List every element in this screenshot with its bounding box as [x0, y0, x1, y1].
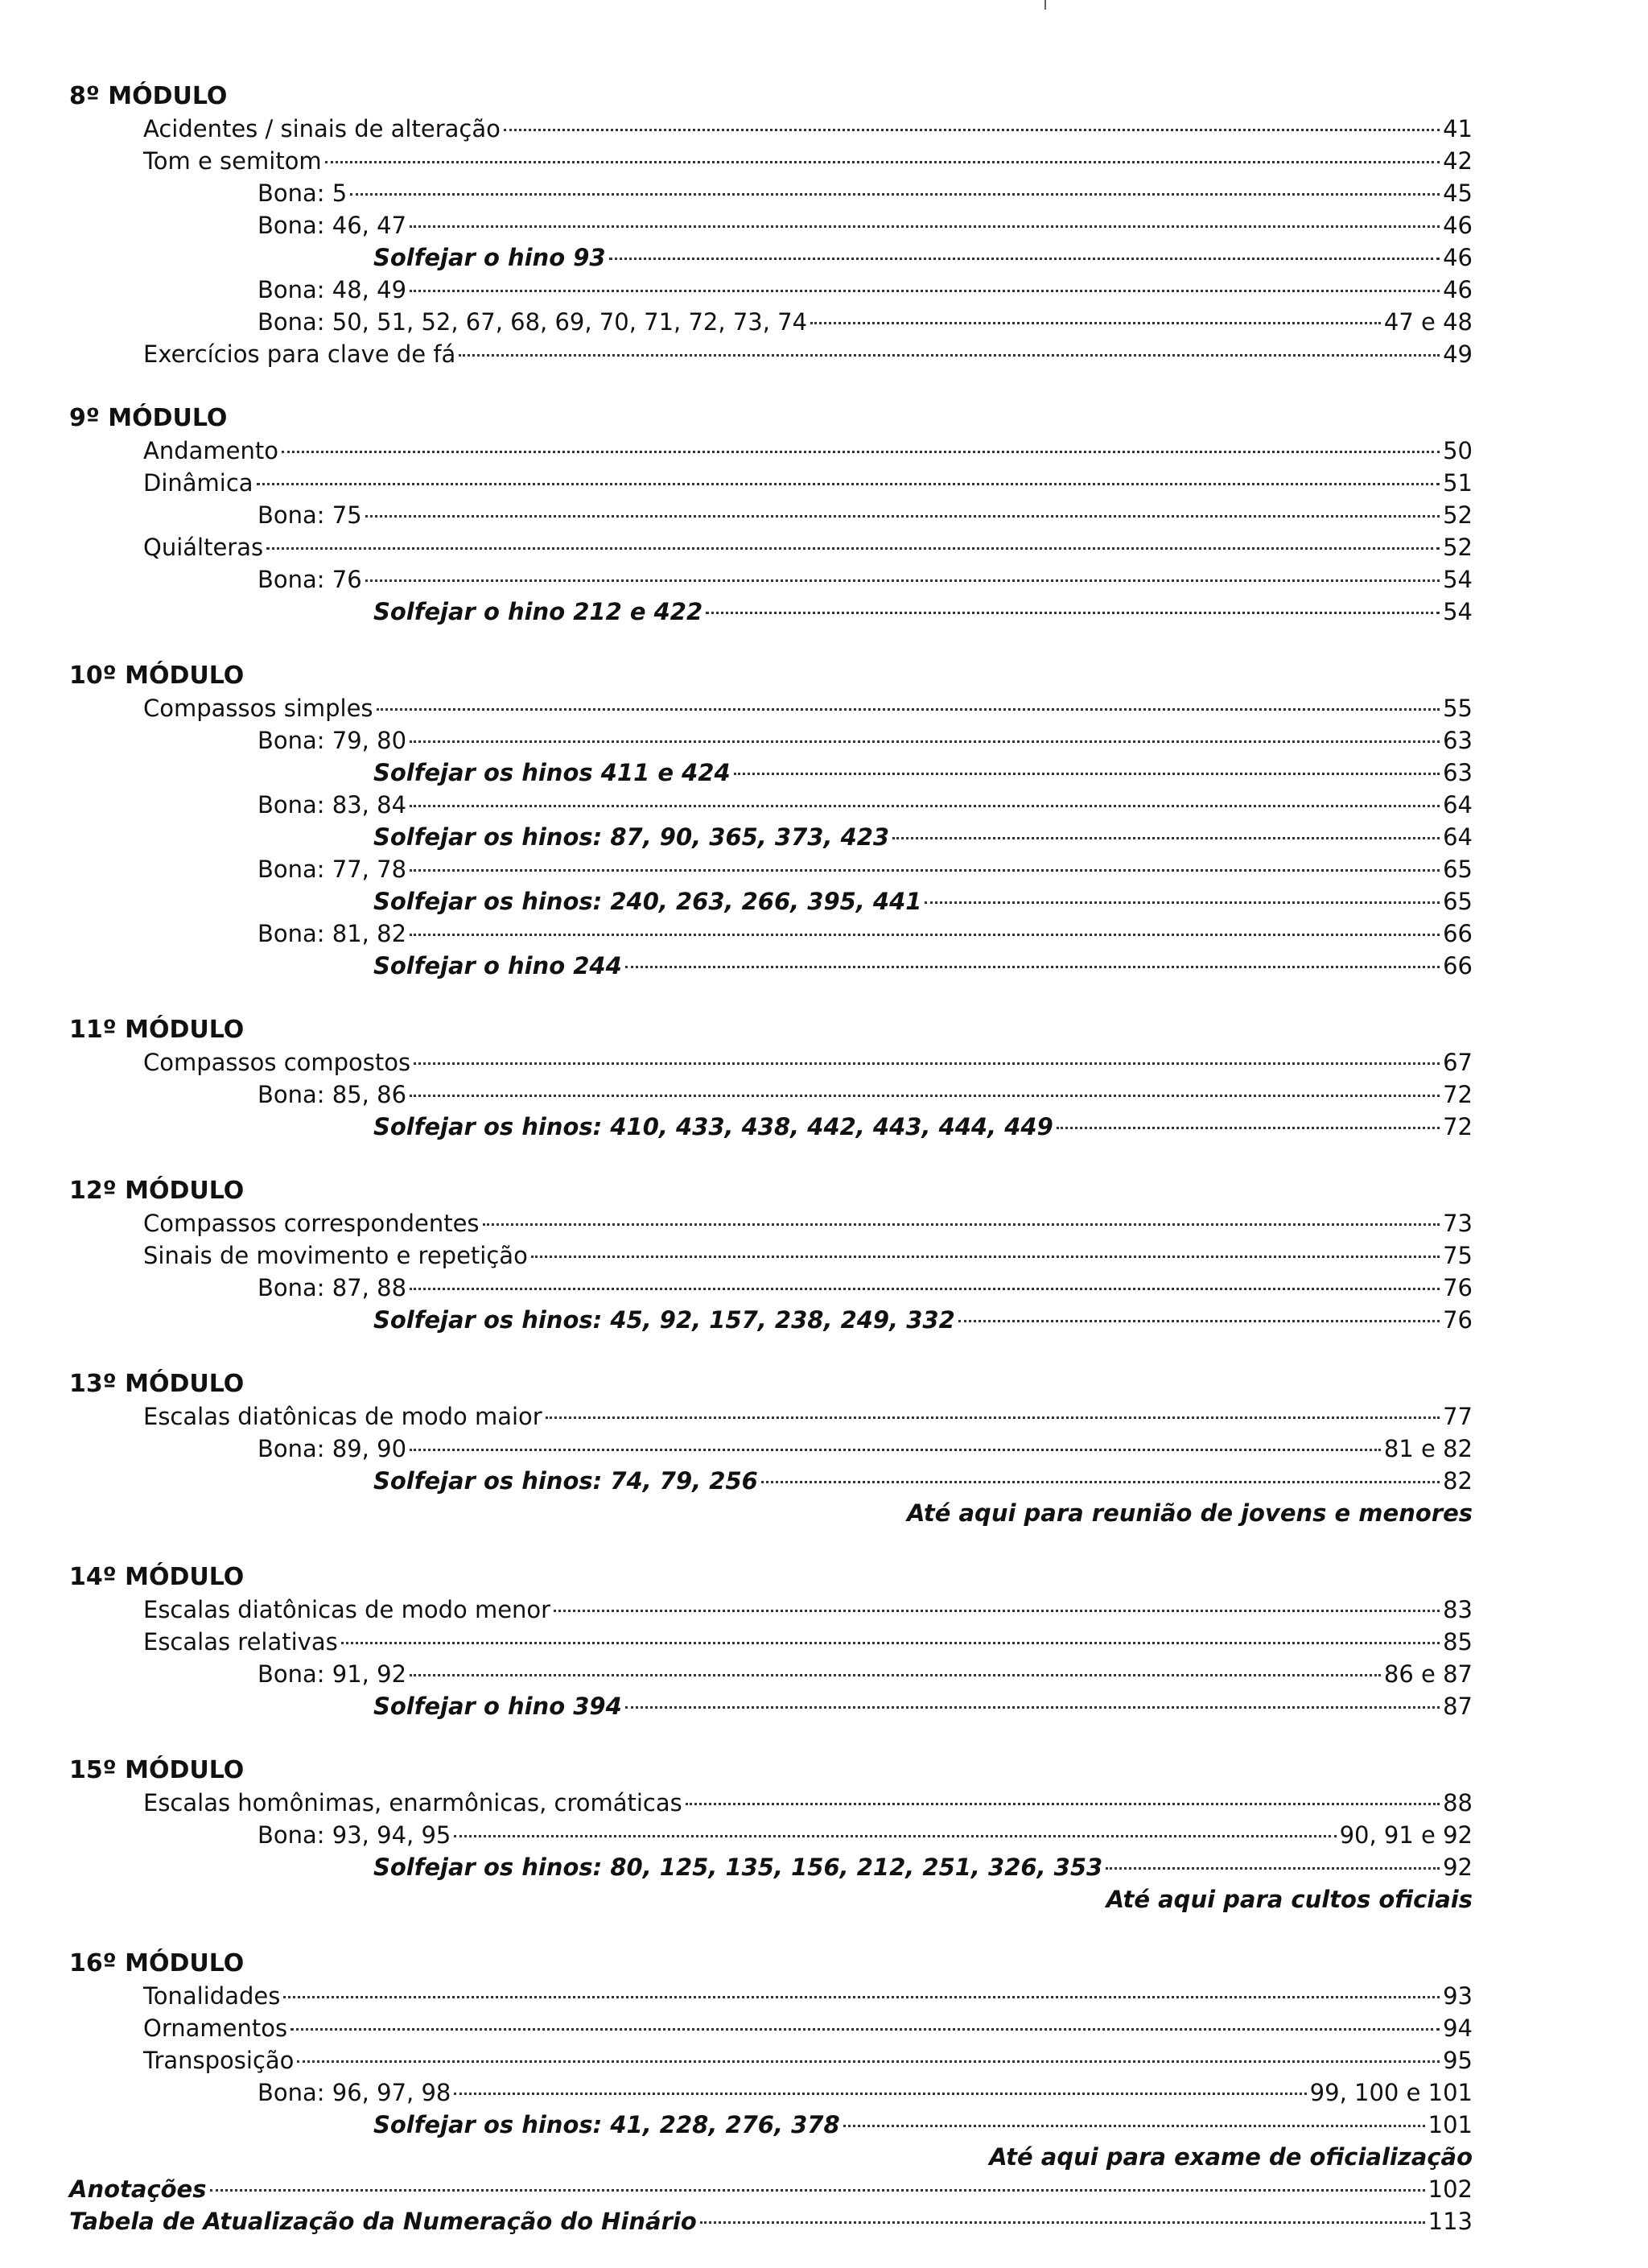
entry-label: Bona: 85, 86: [258, 1081, 407, 1108]
dot-leader: [410, 1095, 1440, 1097]
dot-leader: [365, 579, 1440, 582]
entry-label: Tonalidades: [143, 1982, 281, 2010]
entry-label: Bona: 79, 80: [258, 727, 407, 754]
entry-label: Bona: 75: [258, 501, 362, 529]
entry-label: Solfejar o hino 93: [373, 244, 606, 271]
entry-label: Bona: 81, 82: [258, 920, 407, 947]
scan-mark: [1044, 0, 1046, 10]
entry-label: Bona: 46, 47: [258, 212, 407, 239]
toc-footer-entry[interactable]: [69, 2205, 1473, 2237]
entry-label: Bona: 91, 92: [258, 1660, 407, 1688]
entry-label: Solfejar os hinos: 410, 433, 438, 442, 443, 444, 449: [373, 1113, 1053, 1140]
entry-label: Solfejar os hinos 411 e 424: [373, 759, 731, 786]
dot-leader: [365, 515, 1440, 518]
entry-label: Bona: 96, 97, 98: [258, 2079, 451, 2106]
entry-label: Escalas diatônicas de modo menor: [143, 1596, 551, 1623]
entry-label: Solfejar o hino 394: [373, 1693, 622, 1720]
dot-leader: [266, 547, 1440, 550]
toc-entry[interactable]: [69, 467, 1473, 499]
entry-label: Solfejar o hino 212 e 422: [373, 598, 703, 625]
toc-entry[interactable]: [69, 177, 1473, 209]
dot-leader: [1057, 1127, 1440, 1129]
dot-leader: [290, 2028, 1440, 2031]
entry-label: Bona: 5: [258, 179, 348, 207]
dot-leader: [210, 2189, 1425, 2192]
toc-entry[interactable]: [69, 821, 1473, 853]
entry-label: Bona: 83, 84: [258, 791, 407, 819]
entry-label: Bona: 89, 90: [258, 1435, 407, 1462]
dot-leader: [925, 901, 1440, 904]
toc-entry[interactable]: [69, 1465, 1473, 1497]
entry-label: Solfejar os hinos: 87, 90, 365, 373, 423: [373, 823, 890, 851]
toc-entry[interactable]: [69, 918, 1473, 950]
entry-page: 86 e 87: [1383, 1660, 1473, 1688]
dot-leader: [531, 1256, 1440, 1258]
entry-label: Escalas diatônicas de modo maior: [143, 1403, 542, 1430]
module-title: 16º MÓDULO: [69, 1949, 245, 1977]
toc-entry[interactable]: [69, 853, 1473, 885]
toc-entry[interactable]: [69, 1626, 1473, 1658]
entry-page: 82: [1443, 1467, 1473, 1495]
entry-label: Transposição: [143, 2047, 295, 2074]
toc-entry[interactable]: [69, 596, 1473, 628]
dot-leader: [843, 2125, 1425, 2127]
dot-leader: [410, 1288, 1440, 1290]
dot-leader: [325, 161, 1440, 163]
toc-entry[interactable]: [69, 2076, 1473, 2109]
entry-page: 81 e 82: [1383, 1435, 1473, 1462]
toc-entry[interactable]: [69, 1078, 1473, 1111]
toc-entry[interactable]: [69, 563, 1473, 596]
dot-leader: [734, 773, 1440, 775]
module-title: 15º MÓDULO: [69, 1756, 245, 1784]
entry-page: 54: [1443, 566, 1473, 593]
entry-page: 85: [1443, 1628, 1473, 1656]
dot-leader: [297, 2060, 1440, 2063]
dot-leader: [686, 1803, 1440, 1805]
entry-page: 50: [1443, 437, 1473, 464]
entry-page: 52: [1443, 501, 1473, 529]
toc-entry[interactable]: [69, 2012, 1473, 2044]
entry-page: 94: [1443, 2014, 1473, 2042]
dot-leader: [410, 934, 1440, 936]
toc-entry[interactable]: [69, 1400, 1473, 1433]
entry-page: 51: [1443, 469, 1473, 497]
entry-page: 92: [1443, 1854, 1473, 1881]
module-note: Até aqui para reunião de jovens e menores: [907, 1499, 1473, 1527]
dot-leader: [761, 1481, 1440, 1483]
entry-page: 67: [1443, 1049, 1473, 1076]
entry-page: 41: [1443, 115, 1473, 142]
entry-page: 83: [1443, 1596, 1473, 1623]
dot-leader: [410, 1449, 1381, 1451]
dot-leader: [625, 966, 1440, 968]
entry-label: Compassos simples: [143, 695, 373, 722]
entry-page: 64: [1443, 791, 1473, 819]
toc-entry[interactable]: [69, 1980, 1473, 2012]
toc-entry[interactable]: [69, 1111, 1473, 1143]
toc-entry[interactable]: [69, 789, 1473, 821]
dot-leader: [410, 740, 1440, 743]
entry-page: 93: [1443, 1982, 1473, 2010]
dot-leader: [377, 708, 1440, 711]
entry-page: 45: [1443, 179, 1473, 207]
entry-page: 99, 100 e 101: [1309, 2079, 1473, 2106]
dot-leader: [410, 805, 1440, 807]
dot-leader: [554, 1610, 1440, 1612]
entry-page: 95: [1443, 2047, 1473, 2074]
toc-entry[interactable]: [69, 209, 1473, 241]
toc-entry[interactable]: [69, 145, 1473, 177]
module-title: 10º MÓDULO: [69, 662, 245, 690]
toc-entry[interactable]: [69, 885, 1473, 918]
entry-label: Compassos compostos: [143, 1049, 411, 1076]
dot-leader: [454, 2093, 1306, 2095]
entry-label: Bona: 50, 51, 52, 67, 68, 69, 70, 71, 72, 73, 74: [258, 308, 808, 336]
entry-label: Bona: 48, 49: [258, 276, 407, 303]
toc-entry[interactable]: [69, 1239, 1473, 1272]
dot-leader: [454, 1835, 1336, 1837]
toc-entry[interactable]: [69, 306, 1473, 338]
entry-label: Exercícios para clave de fá: [143, 340, 456, 368]
module-note: Até aqui para cultos oficiais: [1106, 1886, 1473, 1913]
dot-leader: [810, 322, 1381, 324]
entry-page: 102: [1428, 2175, 1473, 2203]
entry-label: Anotações: [69, 2175, 207, 2203]
dot-leader: [958, 1320, 1440, 1322]
toc-entry[interactable]: [69, 1304, 1473, 1336]
entry-label: Solfejar os hinos: 80, 125, 135, 156, 212, 251, 326, 353: [373, 1854, 1103, 1881]
toc-entry[interactable]: [69, 338, 1473, 370]
dot-leader: [483, 1223, 1440, 1226]
module-title: 11º MÓDULO: [69, 1016, 245, 1044]
dot-leader: [410, 225, 1440, 228]
entry-label: Compassos correspondentes: [143, 1210, 480, 1237]
entry-label: Solfejar os hinos: 45, 92, 157, 238, 249, 332: [373, 1306, 955, 1334]
dot-leader: [410, 290, 1440, 292]
entry-page: 72: [1443, 1081, 1473, 1108]
entry-page: 66: [1443, 952, 1473, 979]
dot-leader: [410, 1674, 1381, 1676]
entry-page: 63: [1443, 727, 1473, 754]
entry-label: Bona: 76: [258, 566, 362, 593]
dot-leader: [546, 1416, 1440, 1419]
entry-label: Tom e semitom: [143, 147, 322, 175]
entry-page: 65: [1443, 888, 1473, 915]
toc-entry[interactable]: [69, 950, 1473, 982]
dot-leader: [341, 1642, 1440, 1644]
toc-entry[interactable]: [69, 692, 1473, 724]
toc-entry[interactable]: [69, 2109, 1473, 2141]
dot-leader: [459, 354, 1440, 357]
entry-page: 75: [1443, 1242, 1473, 1269]
toc-entry[interactable]: [69, 1433, 1473, 1465]
entry-page: 42: [1443, 147, 1473, 175]
entry-label: Quiálteras: [143, 534, 264, 561]
entry-page: 72: [1443, 1113, 1473, 1140]
toc-entry[interactable]: [69, 1851, 1473, 1883]
module-note: Até aqui para exame de oficialização: [989, 2143, 1473, 2171]
toc-entry[interactable]: [69, 274, 1473, 306]
dot-leader: [414, 1062, 1440, 1065]
entry-label: Andamento: [143, 437, 278, 464]
entry-page: 76: [1443, 1306, 1473, 1334]
entry-label: Tabela de Atualização da Numeração do Hinário: [69, 2208, 697, 2235]
entry-page: 64: [1443, 823, 1473, 851]
toc-entry[interactable]: [69, 757, 1473, 789]
dot-leader: [257, 483, 1440, 485]
entry-label: Solfejar os hinos: 74, 79, 256: [373, 1467, 758, 1495]
module-title: 12º MÓDULO: [69, 1177, 245, 1205]
entry-page: 87: [1443, 1693, 1473, 1720]
entry-label: Escalas homônimas, enarmônicas, cromáticas: [143, 1789, 682, 1816]
entry-page: 65: [1443, 856, 1473, 883]
dot-leader: [504, 129, 1440, 131]
entry-label: Escalas relativas: [143, 1628, 338, 1656]
entry-page: 88: [1443, 1789, 1473, 1816]
entry-label: Dinâmica: [143, 469, 253, 497]
entry-label: Acidentes / sinais de alteração: [143, 115, 501, 142]
entry-label: Solfejar os hinos: 41, 228, 276, 378: [373, 2111, 840, 2138]
entry-label: Sinais de movimento e repetição: [143, 1242, 528, 1269]
dot-leader: [350, 193, 1440, 196]
toc-entry[interactable]: [69, 1594, 1473, 1626]
toc-entry[interactable]: [69, 1787, 1473, 1819]
entry-page: 101: [1428, 2111, 1473, 2138]
toc-entry[interactable]: [69, 1690, 1473, 1722]
table-of-contents: [69, 80, 1473, 2237]
entry-label: Bona: 77, 78: [258, 856, 407, 883]
module-title: 9º MÓDULO: [69, 404, 228, 432]
entry-label: Solfejar os hinos: 240, 263, 266, 395, 441: [373, 888, 922, 915]
entry-page: 113: [1428, 2208, 1473, 2235]
entry-page: 66: [1443, 920, 1473, 947]
toc-entry[interactable]: [69, 113, 1473, 145]
toc-entry[interactable]: [69, 1272, 1473, 1304]
dot-leader: [892, 837, 1440, 839]
dot-leader: [410, 869, 1440, 872]
dot-leader: [706, 612, 1440, 614]
dot-leader: [700, 2221, 1425, 2224]
entry-label: Bona: 93, 94, 95: [258, 1821, 451, 1849]
dot-leader: [282, 451, 1440, 453]
entry-label: Ornamentos: [143, 2014, 288, 2042]
module-title: 14º MÓDULO: [69, 1563, 245, 1591]
dot-leader: [1106, 1867, 1440, 1870]
entry-page: 54: [1443, 598, 1473, 625]
entry-page: 52: [1443, 534, 1473, 561]
toc-entry[interactable]: [69, 1046, 1473, 1078]
entry-page: 46: [1443, 244, 1473, 271]
entry-page: 90, 91 e 92: [1339, 1821, 1473, 1849]
dot-leader: [609, 258, 1440, 260]
entry-page: 63: [1443, 759, 1473, 786]
entry-page: 55: [1443, 695, 1473, 722]
toc-entry[interactable]: [69, 1658, 1473, 1690]
toc-entry[interactable]: [69, 1819, 1473, 1851]
module-title: 13º MÓDULO: [69, 1370, 245, 1398]
entry-label: Bona: 87, 88: [258, 1274, 407, 1301]
toc-entry[interactable]: [69, 1207, 1473, 1239]
toc-entry[interactable]: [69, 435, 1473, 467]
entry-page: 47 e 48: [1383, 308, 1473, 336]
toc-entry[interactable]: [69, 531, 1473, 563]
toc-entry[interactable]: [69, 499, 1473, 531]
dot-leader: [283, 1996, 1440, 1998]
entry-page: 76: [1443, 1274, 1473, 1301]
entry-page: 77: [1443, 1403, 1473, 1430]
entry-label: Solfejar o hino 244: [373, 952, 622, 979]
dot-leader: [625, 1706, 1440, 1709]
toc-entry[interactable]: [69, 241, 1473, 274]
entry-page: 46: [1443, 276, 1473, 303]
toc-footer-entry[interactable]: [69, 2173, 1473, 2205]
entry-page: 46: [1443, 212, 1473, 239]
toc-entry[interactable]: [69, 2044, 1473, 2076]
module-title: 8º MÓDULO: [69, 82, 228, 110]
toc-entry[interactable]: [69, 724, 1473, 757]
entry-page: 49: [1443, 340, 1473, 368]
entry-page: 73: [1443, 1210, 1473, 1237]
